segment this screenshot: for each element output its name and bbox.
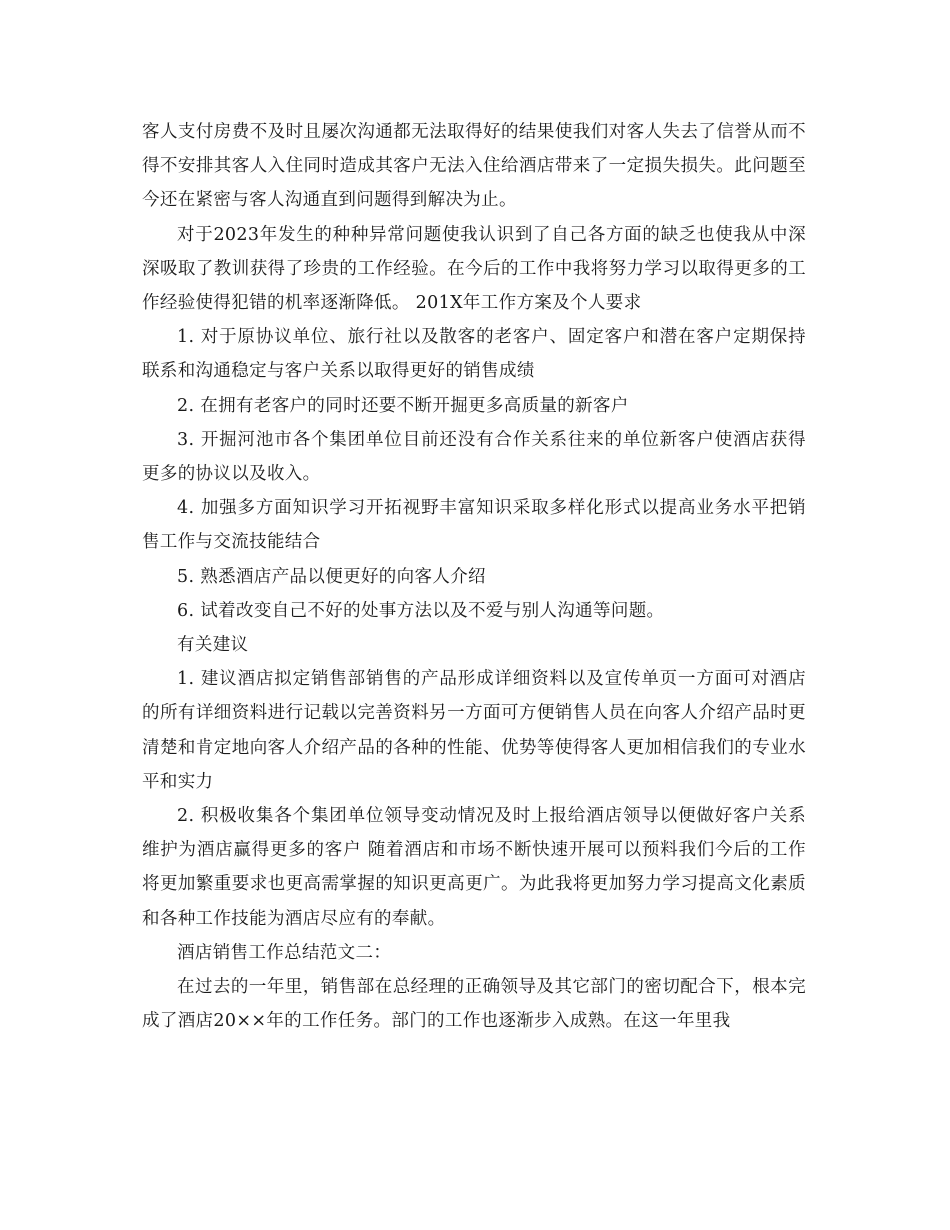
paragraph-2: 对于2023年发生的种种异常问题使我认识到了自己各方面的缺乏也使我从中深深吸取了教训获得了珍贵的工作经验。在今后的工作中我将努力学习以取得更多的工作经验使得犯错的机率逐渐降低。 201X年工作方案及个人要求 bbox=[142, 224, 806, 314]
list-item-5: 5. 熟悉酒店产品以便更好的向客人介绍 bbox=[177, 566, 486, 587]
paragraph-final: 在过去的一年里，销售部在总经理的正确领导及其它部门的密切配合下，根本完成了酒店20××年的工作任务。部门的工作也逐渐步入成熟。在这一年里我 bbox=[142, 977, 806, 1032]
list-item-1: 1. 对于原协议单位、旅行社以及散客的老客户、固定客户和潜在客户定期保持联系和沟通稳定与客户关系以取得更好的销售成绩 bbox=[142, 327, 806, 382]
paragraph-1: 客人支付房费不及时且屡次沟通都无法取得好的结果使我们对客人失去了信誉从而不得不安排其客人入住同时造成其客户无法入住给酒店带来了一定损失损失。此问题至今还在紧密与客人沟通直到问题得到解决为止。 bbox=[142, 122, 806, 211]
list-item-2: 2. 在拥有老客户的同时还要不断开掘更多高质量的新客户 bbox=[177, 395, 629, 416]
list-item-6: 6. 试着改变自己不好的处事方法以及不爱与别人沟通等问题。 bbox=[177, 600, 665, 621]
section-heading-suggestions: 有关建议 bbox=[177, 635, 249, 656]
list-item-3: 3. 开掘河池市各个集团单位目前还没有合作关系往来的单位新客户使酒店获得更多的协议以及收入。 bbox=[142, 429, 806, 485]
list-item-4: 4. 加强多方面知识学习开拓视野丰富知识采取多样化形式以提高业务水平把销售工作与交流技能结合 bbox=[142, 498, 806, 553]
suggestion-item-2: 2. 积极收集各个集团单位领导变动情况及时上报给酒店领导以便做好客户关系维护为酒店赢得更多的客户 随着酒店和市场不断快速开展可以预料我们今后的工作将更加繁重要求也更高需掌握的知识更高更广。为此我将更加努力学习提高文化素质和各种工作技能为酒店尽应有的奉献。 bbox=[142, 806, 806, 929]
suggestion-item-1: 1. 建议酒店拟定销售部销售的产品形成详细资料以及宣传单页一方面可对酒店的所有详细资料进行记载以完善资料另一方面可方便销售人员在向客人介绍产品时更清楚和肯定地向客人介绍产品的各种的性能、优势等使得客人更加相信我们的专业水平和实力 bbox=[142, 669, 806, 792]
document-body bbox=[142, 115, 806, 1038]
section-heading-sample-two: 酒店销售工作总结范文二： bbox=[177, 942, 392, 963]
